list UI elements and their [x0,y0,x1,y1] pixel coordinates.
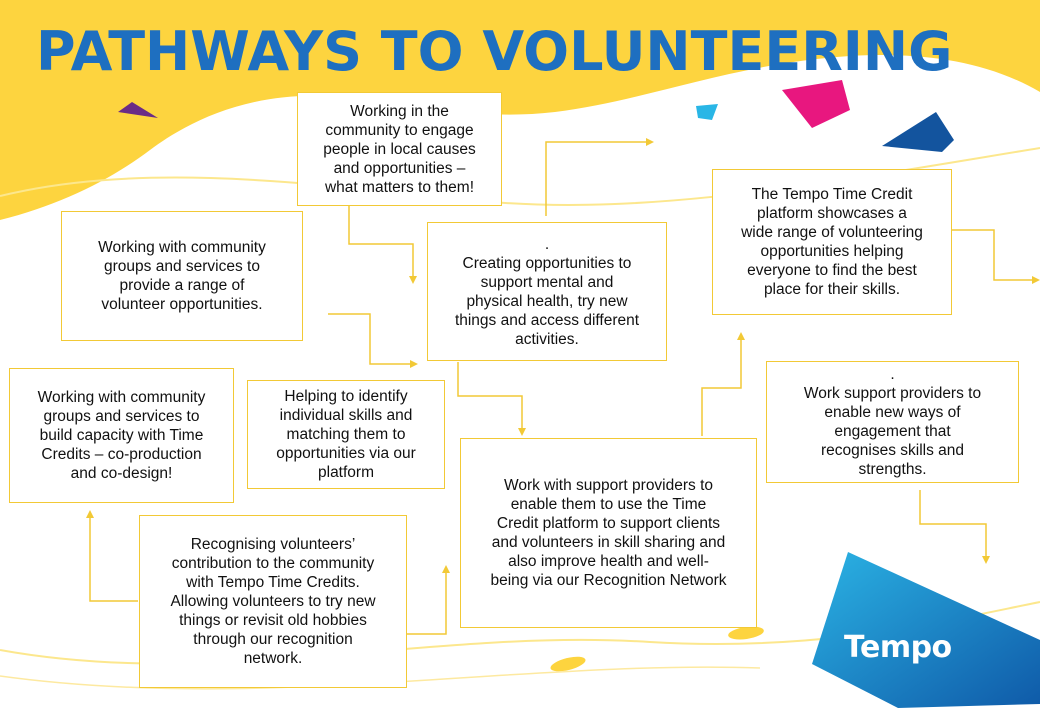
box-identify-skills [247,380,445,489]
pink-shape [782,80,850,128]
box-text: Recognising volunteers’ contribution to the community with Tempo Time Credits. Allowing volunteers to try new things or revisit old hobbies through our recognition network. [170,536,376,667]
connector-arrow [406,573,446,634]
box-community-engage [297,92,502,206]
arrowhead [518,428,526,436]
box-build-capacity [9,368,234,503]
arrowhead [982,556,990,564]
box-community-groups-range [61,211,303,341]
arrowhead [646,138,654,146]
tempo-logo-text: Tempo [844,630,952,665]
box-text: . Creating opportunities to support mental and physical health, try new things and access different activities. [454,235,640,348]
connector-arrow [702,340,741,436]
arrowhead [410,360,418,368]
arrowhead [737,332,745,340]
box-text: Work with support providers to enable them to use the Time Credit platform to support clients and volunteers in skill sharing and also improve health and well- being via our Recognition Network [490,477,727,589]
box-work-support-engagement [766,361,1019,483]
box-text: Helping to identify individual skills and matching them to opportunities via our platform [276,388,416,481]
box-text: The Tempo Time Credit platform showcases a wide range of volunteering opportunities helping everyone to find the best place for their skills. [741,186,923,298]
page-title: PATHWAYS TO VOLUNTEERING [36,20,953,83]
navy-shape [882,112,954,152]
arrowhead [1032,276,1040,284]
connector-arrow [920,490,986,558]
box-platform-showcase [712,169,952,315]
box-text: Working with community groups and services to build capacity with Time Credits – co-production and co-design! [37,389,206,482]
box-recognising-volunteers [139,515,407,688]
box-creating-opportunities [427,222,667,361]
connector-arrow [952,230,1034,280]
box-support-providers-platform [460,438,757,628]
arrowhead [442,565,450,573]
connector-arrow [328,314,410,364]
arrowhead [409,276,417,284]
box-text: . Work support providers to enable new ways of engagement that recognises skills and strengths. [803,366,982,478]
box-text: Working in the community to engage people in local causes and opportunities – what matters to them! [323,102,476,196]
connector-arrow [458,362,522,428]
box-text: Working with community groups and services to provide a range of volunteer opportunities. [98,239,266,313]
cyan-shape [696,104,718,120]
connector-arrow [90,518,138,601]
connector-arrow [349,206,413,276]
arrowhead [86,510,94,518]
